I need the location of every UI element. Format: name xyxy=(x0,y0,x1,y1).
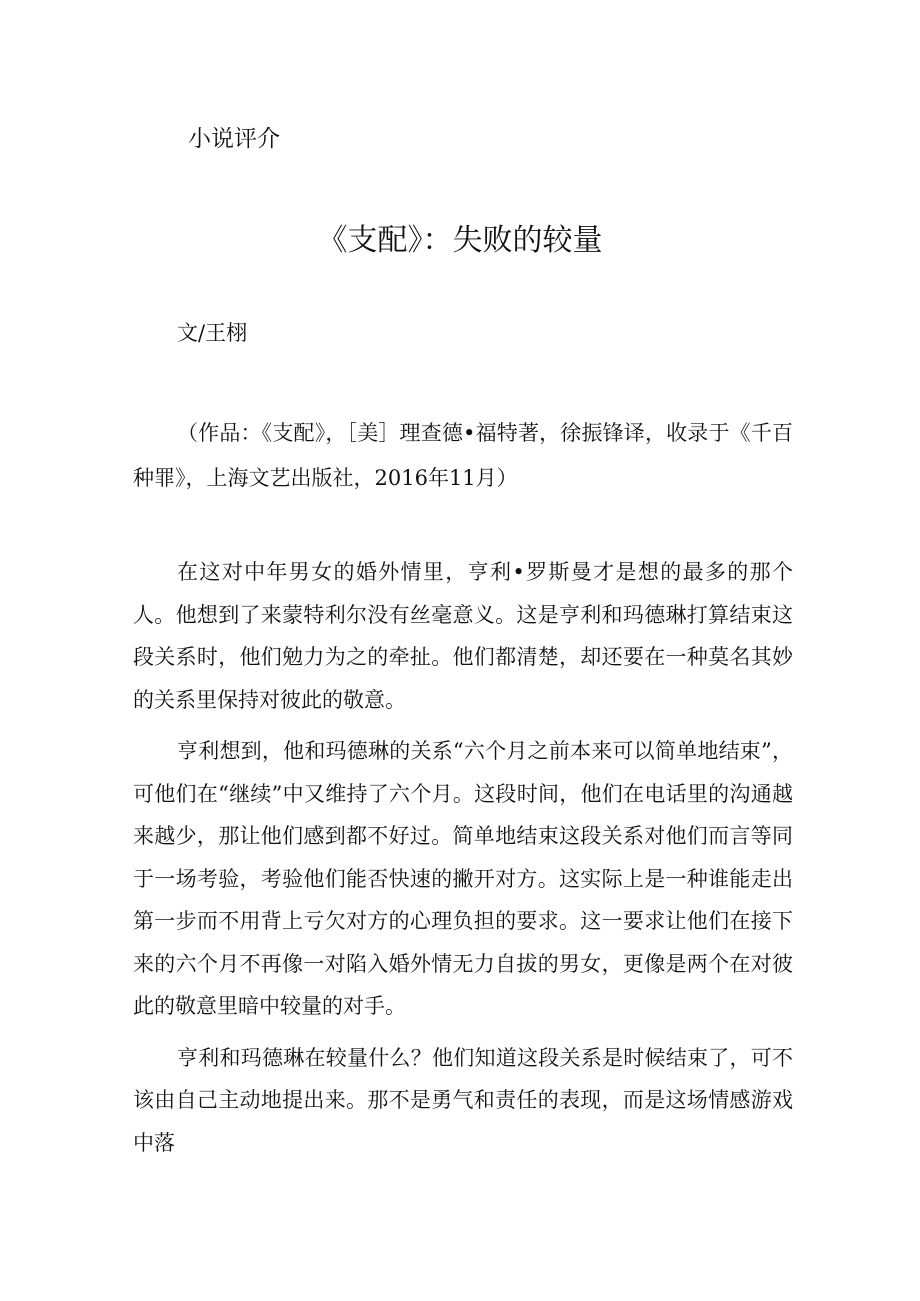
category-label: 小说评介 xyxy=(188,126,280,152)
article-title: 《支配》：失败的较量 xyxy=(317,223,603,258)
body-paragraph: 亨利想到，他和玛德琳的关系“六个月之前本来可以简单地结束”，可他们在“继续”中又维持了六个月。这段时间，他们在电话里的沟通越来越少，那让他们感到都不好过。简单地结束这段关系对他们而言等同于一场考验，考验他们能否快速的撇开对方。这实际上是一种谁能走出第一步而不用背上亏欠对方的心理负担的要求。这一要求让他们在接下来的六个月不再像一对陷入婚外情无力自拔的男女，更像是两个在对彼此的敬意里暗中较量的对手。 xyxy=(133,739,793,1018)
source-note: （作品：《支配》，［美］理查德•福特著，徐振锋译，收录于《千百种罪》，上海文艺出版社，2016年11月） xyxy=(133,421,793,490)
body-paragraph: 在这对中年男女的婚外情里，亨利•罗斯曼才是想的最多的那个人。他想到了来蒙特利尔没有丝毫意义。这是亨利和玛德琳打算结束这段关系时，他们勉力为之的牵扯。他们都清楚，却还要在一种莫名其妙的关系里保持对彼此的敬意。 xyxy=(133,560,793,712)
article-body xyxy=(133,551,793,1173)
author-byline: 文/王栩 xyxy=(177,321,248,345)
body-paragraph: 亨利和玛德琳在较量什么？他们知道这段关系是时候结束了，可不该由自己主动地提出来。那不是勇气和责任的表现，而是这场情感游戏中落 xyxy=(133,1045,793,1155)
